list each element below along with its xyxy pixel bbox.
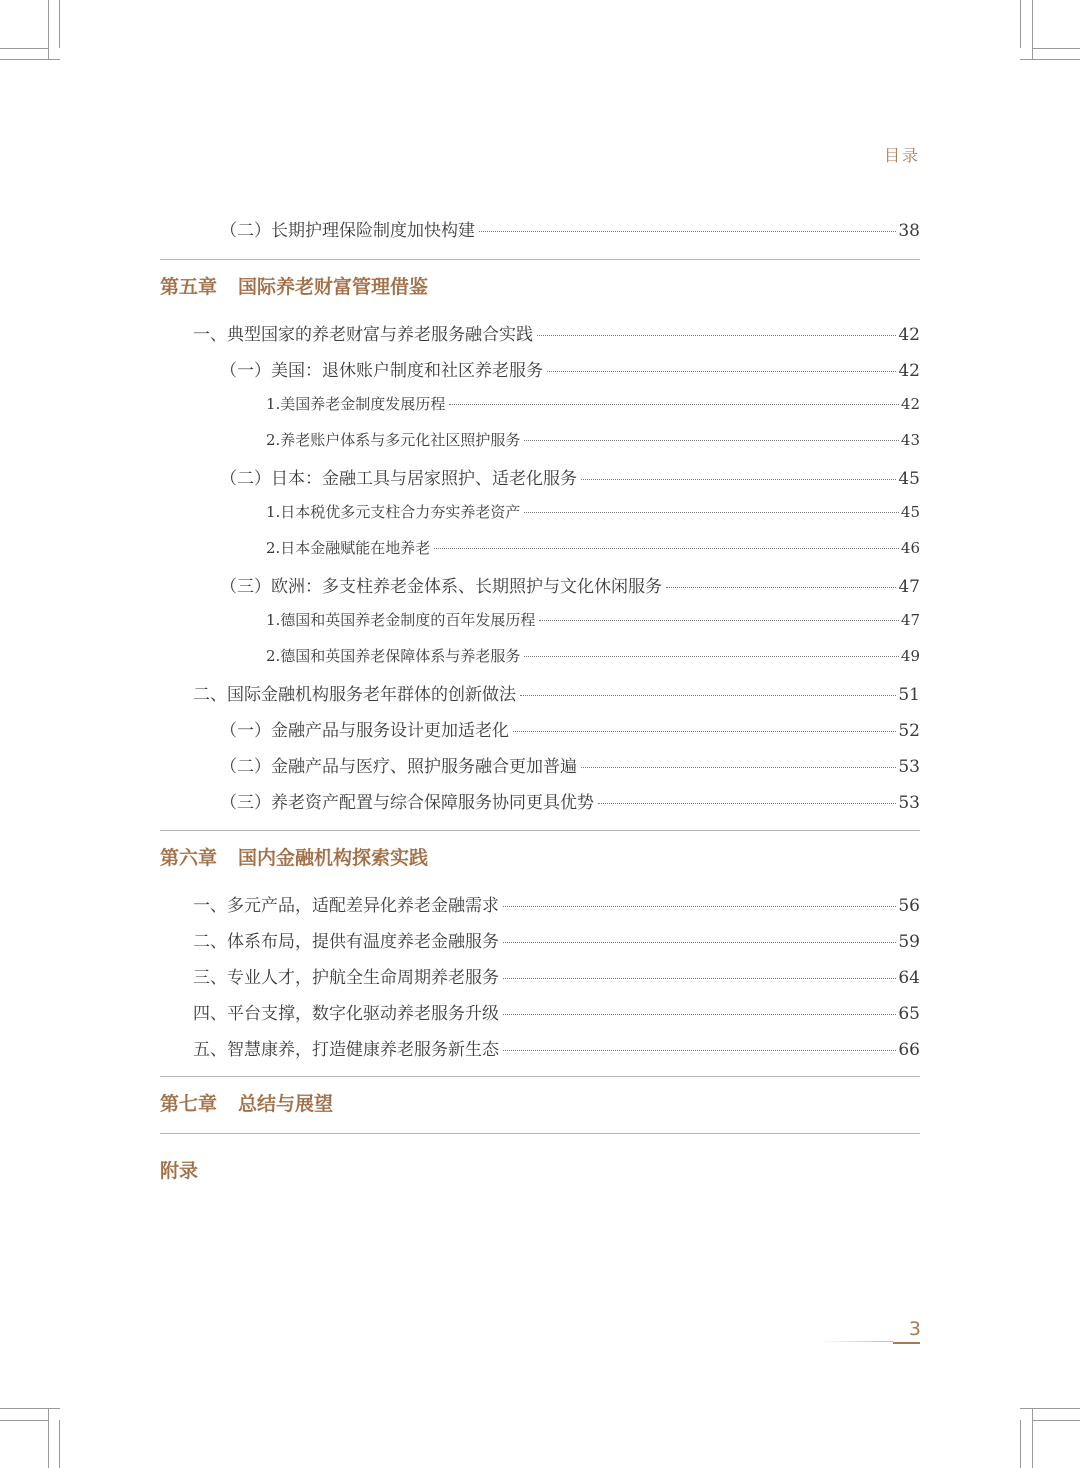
toc-entry-page: 46 — [900, 539, 920, 557]
toc-entry-page: 59 — [898, 932, 920, 952]
toc-entry-label: 三、专业人才，护航全生命周期养老服务 — [193, 968, 499, 988]
dot-leader — [598, 803, 896, 804]
toc-entry[interactable] — [266, 501, 920, 522]
toc-entry[interactable] — [193, 320, 920, 345]
toc-entry-page: 42 — [900, 395, 920, 413]
toc-entry-page: 66 — [898, 1040, 920, 1060]
chapter-divider — [160, 259, 920, 260]
chapter-title: 国内金融机构探索实践 — [238, 847, 429, 869]
toc-entry-page: 38 — [898, 221, 920, 241]
toc-entry[interactable] — [266, 393, 920, 414]
crop-mark-top-right-v2 — [1032, 0, 1033, 60]
chapter-number: 第六章 — [160, 847, 218, 869]
dot-leader — [524, 656, 899, 657]
toc-entry-label: 二、国际金融机构服务老年群体的创新做法 — [193, 685, 516, 705]
appendix-heading[interactable] — [160, 1156, 198, 1183]
toc-entry-page: 53 — [898, 757, 920, 777]
dot-leader — [449, 404, 899, 405]
toc-entry-label: （二）长期护理保险制度加快构建 — [220, 221, 475, 241]
toc-entry[interactable] — [193, 1035, 920, 1060]
crop-mark-top-left-v2 — [48, 0, 49, 60]
toc-entry[interactable] — [220, 216, 920, 241]
toc-entry[interactable] — [220, 356, 920, 381]
crop-mark-bottom-right-v — [1020, 1420, 1021, 1468]
toc-entry-label: （一）美国：退休账户制度和社区养老服务 — [220, 361, 543, 381]
dot-leader — [479, 231, 896, 232]
toc-entry[interactable] — [220, 572, 920, 597]
crop-mark-top-right-h2 — [1020, 59, 1080, 60]
toc-entry-page: 42 — [898, 325, 920, 345]
toc-entry[interactable] — [266, 429, 920, 450]
toc-entry[interactable] — [266, 609, 920, 630]
chapter-heading[interactable] — [160, 272, 428, 299]
toc-entry-page: 51 — [898, 685, 920, 705]
appendix-title: 附录 — [160, 1160, 199, 1182]
toc-entry-page: 47 — [900, 611, 920, 629]
dot-leader — [539, 620, 899, 621]
dot-leader — [503, 978, 896, 979]
dot-leader — [547, 371, 896, 372]
dot-leader — [513, 731, 896, 732]
chapter-title: 国际养老财富管理借鉴 — [238, 276, 429, 298]
crop-mark-bottom-left-v — [59, 1420, 60, 1468]
toc-entry[interactable] — [193, 891, 920, 916]
page-number: 3 — [908, 1318, 921, 1340]
dot-leader — [524, 440, 899, 441]
crop-mark-bottom-left-v2 — [48, 1408, 49, 1468]
toc-entry-page: 56 — [898, 896, 920, 916]
crop-mark-top-left-h — [0, 48, 48, 49]
crop-mark-top-right-v — [1020, 0, 1021, 48]
toc-entry-label: 一、典型国家的养老财富与养老服务融合实践 — [193, 325, 533, 345]
toc-entry[interactable] — [266, 645, 920, 666]
toc-entry-label: （二）日本：金融工具与居家照护、适老化服务 — [220, 469, 577, 489]
toc-entry-label: （二）金融产品与医疗、照护服务融合更加普遍 — [220, 757, 577, 777]
crop-mark-bottom-left-h — [0, 1420, 48, 1421]
toc-entry-page: 42 — [898, 361, 920, 381]
crop-mark-bottom-right-h2 — [1020, 1408, 1080, 1409]
toc-entry-page: 43 — [900, 431, 920, 449]
toc-entry-page: 65 — [898, 1004, 920, 1024]
crop-mark-bottom-right-v2 — [1032, 1408, 1033, 1468]
chapter-number: 第五章 — [160, 276, 218, 298]
running-header: 目录 — [883, 146, 920, 165]
toc-entry-label: 1.美国养老金制度发展历程 — [266, 395, 446, 413]
dot-leader — [537, 335, 896, 336]
dot-leader — [503, 942, 896, 943]
chapter-divider — [160, 830, 920, 831]
toc-entry-page: 53 — [898, 793, 920, 813]
toc-entry[interactable] — [266, 537, 920, 558]
page-number-underline — [893, 1342, 920, 1344]
crop-mark-top-left-h2 — [0, 59, 60, 60]
toc-entry[interactable] — [220, 716, 920, 741]
toc-entry-label: 四、平台支撑，数字化驱动养老服务升级 — [193, 1004, 499, 1024]
chapter-title: 总结与展望 — [238, 1093, 334, 1115]
dot-leader — [520, 695, 896, 696]
toc-entry-page: 49 — [900, 647, 920, 665]
dot-leader — [503, 906, 896, 907]
toc-entry-page: 45 — [900, 503, 920, 521]
chapter-divider — [160, 1076, 920, 1077]
toc-entry-page: 64 — [898, 968, 920, 988]
toc-entry-label: （一）金融产品与服务设计更加适老化 — [220, 721, 509, 741]
toc-entry-label: 2.养老账户体系与多元化社区照护服务 — [266, 431, 521, 449]
chapter-heading[interactable] — [160, 1089, 333, 1116]
toc-entry[interactable] — [193, 680, 920, 705]
toc-entry-label: 2.日本金融赋能在地养老 — [266, 539, 431, 557]
toc-entry-page: 45 — [898, 469, 920, 489]
crop-mark-bottom-left-h2 — [0, 1408, 60, 1409]
crop-mark-top-left-v — [59, 0, 60, 48]
toc-entry-label: 2.德国和英国养老保障体系与养老服务 — [266, 647, 521, 665]
page-number-fade-rule — [820, 1341, 893, 1342]
toc-entry[interactable] — [220, 788, 920, 813]
chapter-heading[interactable] — [160, 843, 428, 870]
toc-entry-label: 1.德国和英国养老金制度的百年发展历程 — [266, 611, 536, 629]
toc-entry-label: 五、智慧康养，打造健康养老服务新生态 — [193, 1040, 499, 1060]
toc-entry[interactable] — [193, 927, 920, 952]
crop-mark-bottom-right-h — [1032, 1420, 1080, 1421]
toc-entry-label: 二、体系布局，提供有温度养老金融服务 — [193, 932, 499, 952]
dot-leader — [581, 479, 896, 480]
toc-entry[interactable] — [193, 963, 920, 988]
toc-entry-page: 47 — [898, 577, 920, 597]
dot-leader — [581, 767, 896, 768]
chapter-number: 第七章 — [160, 1093, 218, 1115]
toc-entry-page: 52 — [898, 721, 920, 741]
dot-leader — [503, 1014, 896, 1015]
toc-entry[interactable] — [220, 464, 920, 489]
toc-entry[interactable] — [220, 752, 920, 777]
toc-entry[interactable] — [193, 999, 920, 1024]
toc-entry-label: 一、多元产品，适配差异化养老金融需求 — [193, 896, 499, 916]
toc-entry-label: （三）养老资产配置与综合保障服务协同更具优势 — [220, 793, 594, 813]
toc-entry-label: 1.日本税优多元支柱合力夯实养老资产 — [266, 503, 521, 521]
chapter-divider — [160, 1133, 920, 1134]
dot-leader — [434, 548, 899, 549]
crop-mark-top-right-h — [1032, 48, 1080, 49]
dot-leader — [524, 512, 899, 513]
dot-leader — [503, 1050, 896, 1051]
dot-leader — [666, 587, 896, 588]
toc-entry-label: （三）欧洲：多支柱养老金体系、长期照护与文化休闲服务 — [220, 577, 662, 597]
